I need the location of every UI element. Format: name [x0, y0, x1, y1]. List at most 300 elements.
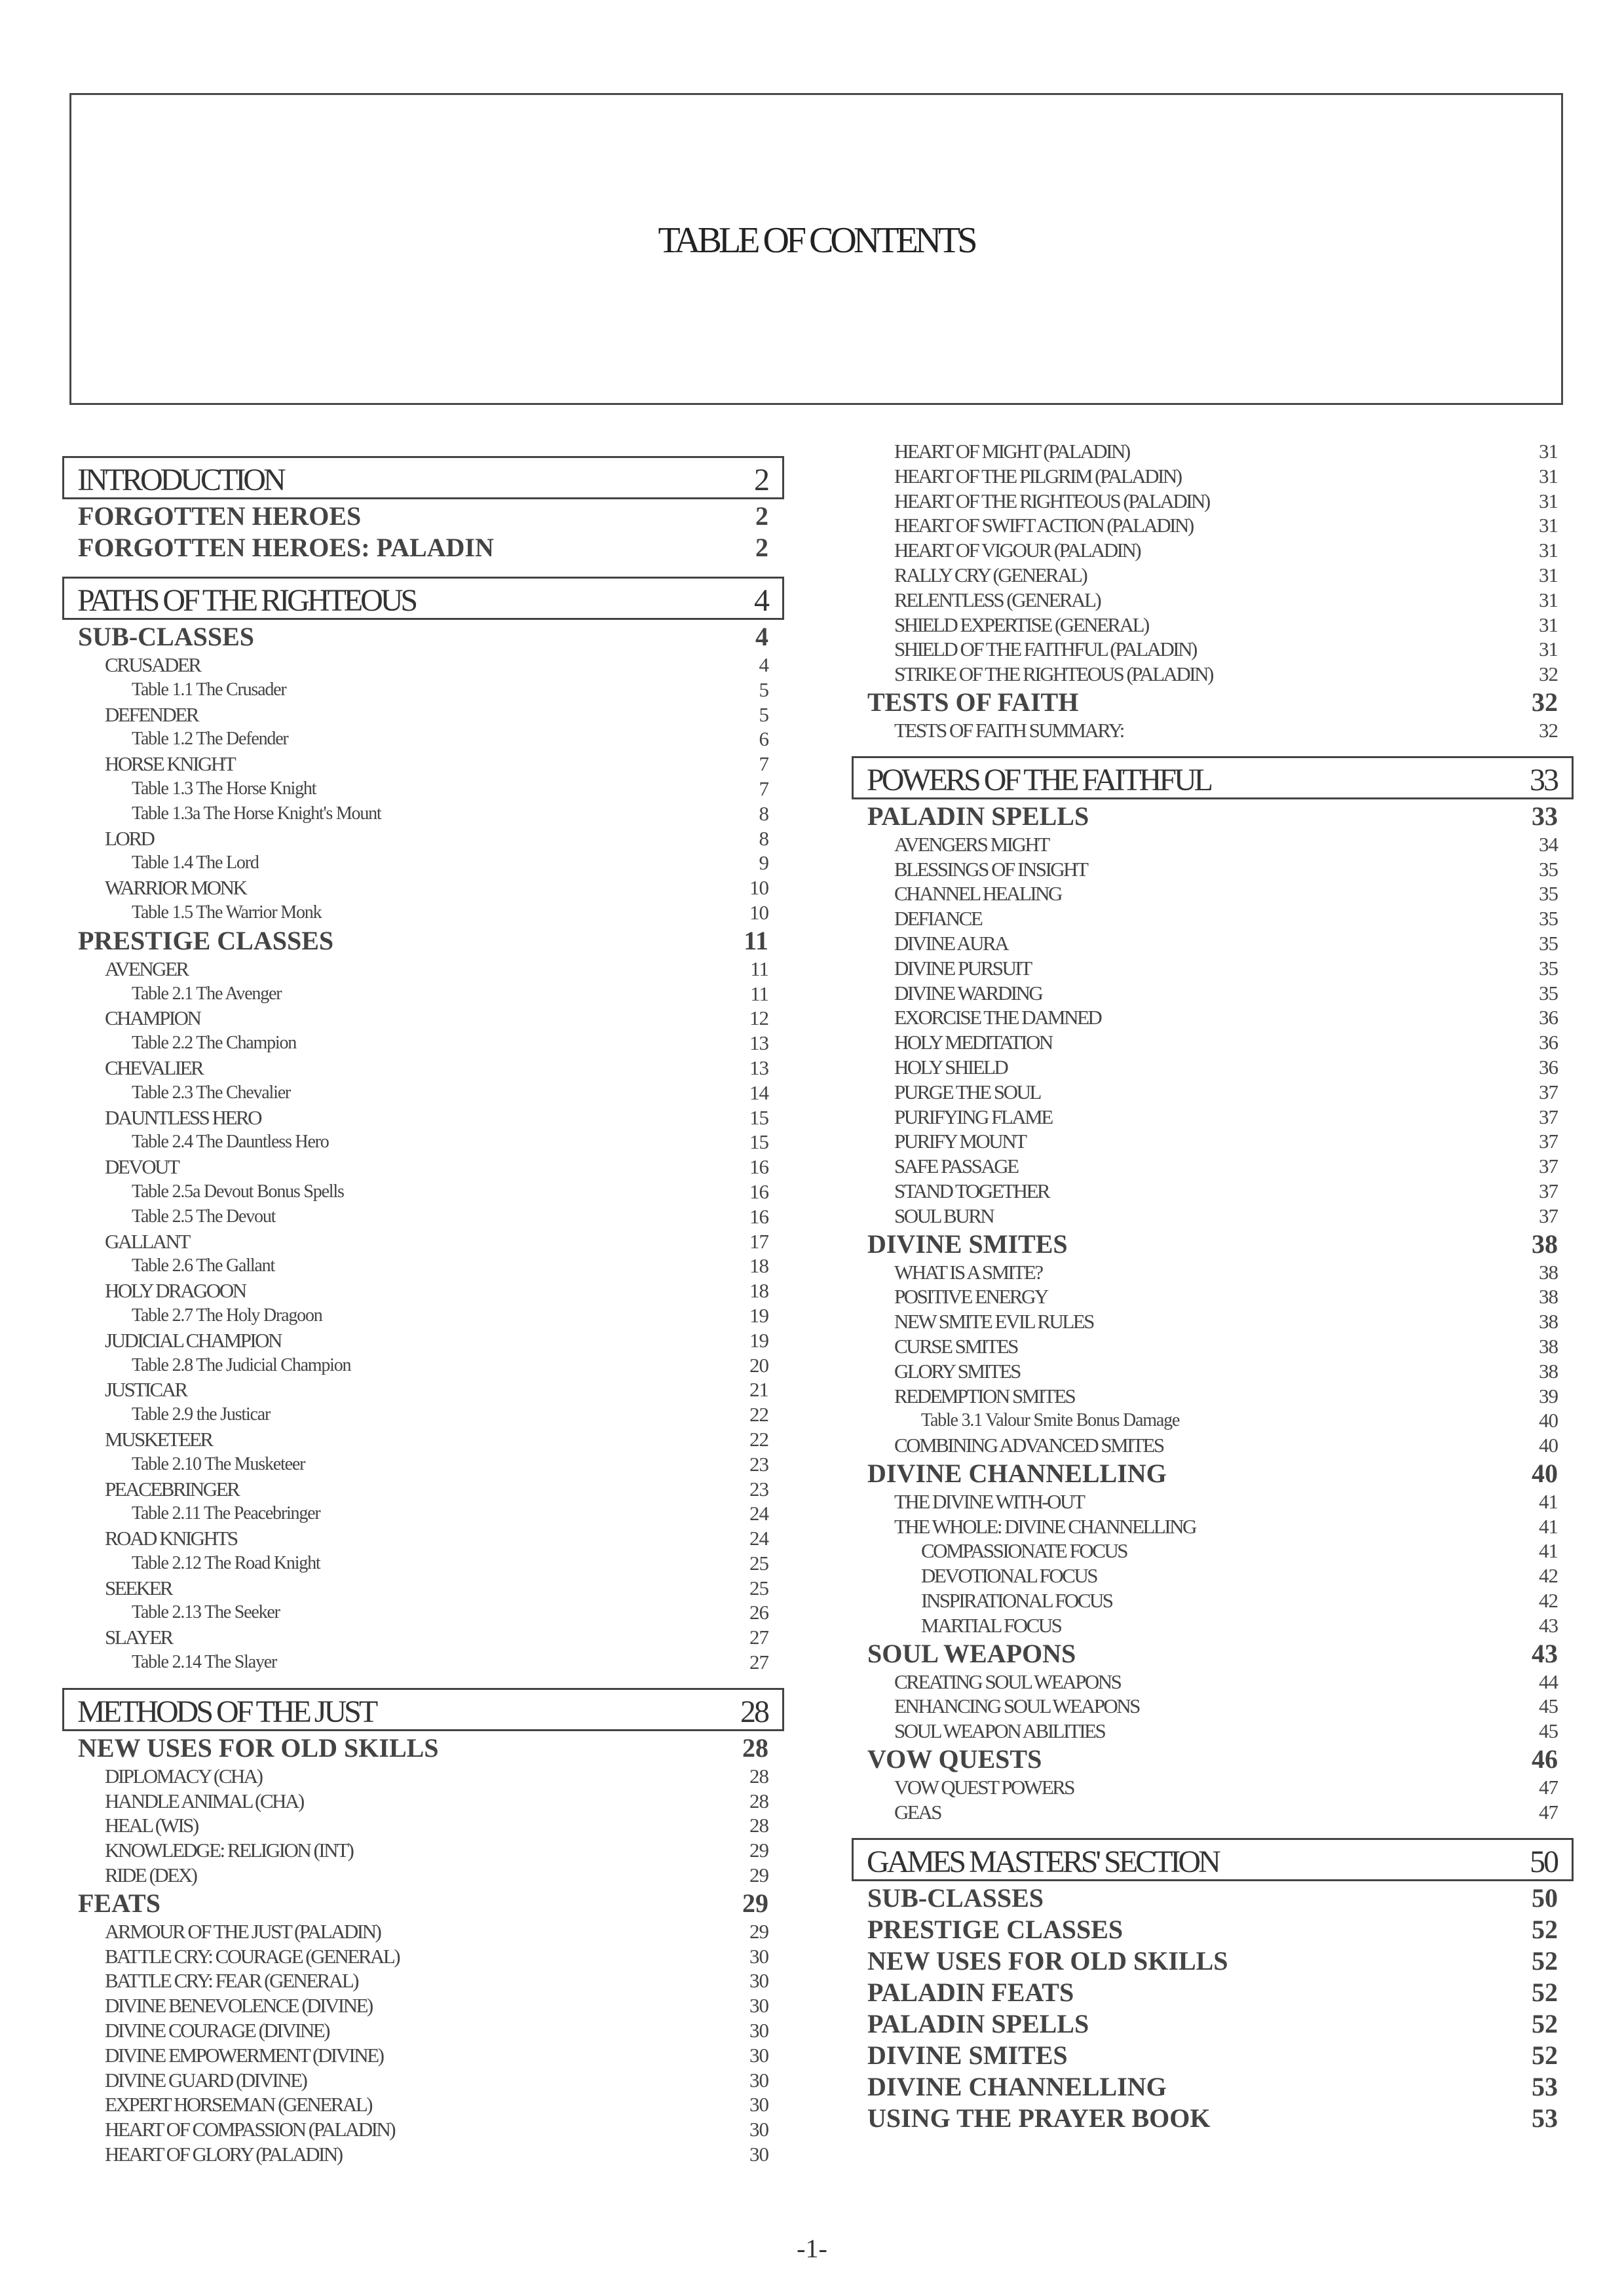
toc-section[interactable]	[62, 925, 784, 957]
toc-entry-label: DIVINE SMITES	[867, 1229, 1068, 1259]
toc-subsection[interactable]	[62, 1526, 784, 1551]
toc-entry-label: Table 1.1 The Crusader	[132, 679, 286, 700]
toc-subsection[interactable]	[852, 906, 1574, 931]
toc-entry-page: 31	[1539, 514, 1558, 537]
toc-section[interactable]	[852, 1883, 1574, 1914]
toc-subsection[interactable]	[852, 1775, 1574, 1800]
toc-entry-page: 18	[749, 1279, 768, 1303]
toc-subsection[interactable]	[62, 1838, 784, 1863]
toc-subsection[interactable]	[62, 1813, 784, 1838]
toc-entry-page: 31	[1539, 613, 1558, 636]
toc-subsection[interactable]	[852, 588, 1574, 613]
toc-entry-label: GLORY SMITES	[894, 1359, 1020, 1383]
toc-table-entry[interactable]	[852, 1408, 1574, 1433]
toc-entry-page: 11	[750, 957, 768, 980]
toc-entry-page: 22	[749, 1427, 768, 1451]
toc-chapter[interactable]	[852, 756, 1574, 799]
toc-entry-page: 9	[759, 851, 768, 875]
toc-entry-label: HEART OF MIGHT (PALADIN)	[894, 440, 1129, 463]
toc-entry-label: POSITIVE ENERGY	[894, 1285, 1048, 1309]
toc-entry-page: 30	[749, 2043, 768, 2067]
toc-subsection[interactable]	[852, 1105, 1574, 1130]
toc-entry-label: HEART OF THE RIGHTEOUS (PALADIN)	[894, 489, 1209, 512]
toc-subsection[interactable]	[62, 1576, 784, 1601]
toc-entry-page: 8	[759, 801, 768, 825]
toc-entry-page: 45	[1539, 1694, 1558, 1718]
toc-subsection[interactable]	[852, 489, 1574, 514]
toc-chapter[interactable]	[852, 1838, 1574, 1881]
toc-section[interactable]	[62, 621, 784, 653]
toc-entry-label: SOUL BURN	[894, 1204, 994, 1227]
toc-entry-label: REDEMPTION SMITES	[894, 1384, 1075, 1407]
toc-entry-page: 29	[742, 1888, 768, 1918]
toc-subsection[interactable]	[62, 702, 784, 727]
toc-entry-page: 33	[1530, 762, 1557, 797]
toc-entry-page: 14	[749, 1081, 768, 1104]
toc-section[interactable]	[852, 1914, 1574, 1945]
toc-entry-label: FORGOTTEN HEROES: PALADIN	[78, 533, 494, 562]
toc-entry-page: 32	[1539, 662, 1558, 686]
toc-entry-label: HEART OF COMPASSION (PALADIN)	[105, 2118, 395, 2141]
toc-subsection[interactable]	[852, 1284, 1574, 1309]
toc-table-entry[interactable]	[62, 1204, 784, 1229]
toc-entry-page: 5	[759, 702, 768, 726]
toc-subsection[interactable]	[852, 931, 1574, 956]
toc-subsection[interactable]	[852, 1005, 1574, 1030]
toc-entry-label: HOLY DRAGOON	[105, 1279, 246, 1303]
toc-section[interactable]	[62, 1732, 784, 1764]
toc-entry-page: 7	[759, 776, 768, 800]
toc-subsection[interactable]	[852, 1719, 1574, 1744]
toc-table-entry[interactable]	[62, 1179, 784, 1204]
toc-entry-label: Table 2.1 The Avenger	[132, 983, 282, 1004]
toc-entry-label: PATHS OF THE RIGHTEOUS	[77, 583, 416, 618]
toc-subsection[interactable]	[62, 1993, 784, 2018]
toc-entry-label: SHIELD EXPERTISE (GENERAL)	[894, 613, 1148, 636]
toc-subsection[interactable]	[852, 563, 1574, 588]
toc-subsection[interactable]	[852, 1154, 1574, 1179]
toc-entry-page: 36	[1539, 1031, 1558, 1054]
toc-section[interactable]	[852, 1458, 1574, 1489]
toc-entry-page: 37	[1539, 1155, 1558, 1178]
toc-entry-page: 4	[755, 622, 768, 651]
toc-entry-label: Table 2.5a Devout Bonus Spells	[132, 1181, 344, 1202]
toc-entry-page: 30	[749, 2068, 768, 2092]
toc-section[interactable]	[852, 1744, 1574, 1775]
toc-table-entry[interactable]	[62, 1130, 784, 1155]
toc-entry-label: Table 2.13 The Seeker	[132, 1602, 280, 1623]
toc-entry-label: GEAS	[894, 1800, 941, 1824]
toc-entry-page: 38	[1539, 1359, 1558, 1383]
toc-subsection[interactable]	[62, 2068, 784, 2093]
toc-entry-page: 36	[1539, 1006, 1558, 1029]
toc-entry-label: CREATING SOUL WEAPONS	[894, 1670, 1121, 1693]
toc-subsection[interactable]	[62, 1229, 784, 1254]
toc-entry-page: 35	[1539, 956, 1558, 980]
toc-subsection[interactable]	[62, 2092, 784, 2117]
toc-entry-page: 30	[749, 2118, 768, 2141]
toc-chapter[interactable]	[62, 456, 784, 499]
toc-entry-label: Table 2.10 The Musketeer	[132, 1453, 305, 1474]
toc-table-entry[interactable]	[62, 900, 784, 925]
toc-entry-page: 35	[1539, 857, 1558, 881]
toc-table-entry[interactable]	[62, 1452, 784, 1477]
toc-entry-page: 29	[749, 1864, 768, 1887]
toc-section[interactable]	[852, 1945, 1574, 1977]
toc-entry-label: Table 1.4 The Lord	[132, 852, 259, 873]
toc-entry-label: Table 2.6 The Gallant	[132, 1255, 275, 1276]
toc-entry-page: 38	[1539, 1334, 1558, 1358]
toc-entry-page: 16	[749, 1155, 768, 1179]
toc-entry-label: PRESTIGE CLASSES	[867, 1914, 1124, 1944]
toc-subsection[interactable]	[62, 1056, 784, 1081]
toc-entry-label: SEEKER	[105, 1576, 172, 1599]
toc-entry-page: 16	[749, 1204, 768, 1228]
toc-entry-label: SUB-CLASSES	[867, 1883, 1044, 1913]
toc-table-entry[interactable]	[62, 1353, 784, 1378]
toc-entry-label: Table 2.8 The Judicial Champion	[132, 1354, 351, 1375]
toc-subsection[interactable]	[62, 2043, 784, 2068]
toc-entry-page: 41	[1539, 1514, 1558, 1538]
toc-entry-page: 32	[1532, 687, 1558, 717]
toc-subsection[interactable]	[852, 1800, 1574, 1825]
toc-table-entry[interactable]	[62, 1031, 784, 1056]
toc-entry-page: 25	[749, 1551, 768, 1575]
toc-entry-label: CHAMPION	[105, 1006, 200, 1030]
toc-entry-label: PURGE THE SOUL	[894, 1080, 1040, 1103]
toc-entry-label: MUSKETEER	[105, 1427, 212, 1451]
toc-entry-page: 32	[1539, 718, 1558, 742]
toc-entry-label: GAMES MASTERS' SECTION	[867, 1844, 1218, 1879]
toc-entry-page: 2	[755, 533, 768, 562]
toc-entry-page: 17	[749, 1229, 768, 1253]
toc-entry-label: DAUNTLESS HERO	[105, 1105, 261, 1129]
toc-subsection[interactable]	[852, 1359, 1574, 1384]
toc-entry-page: 37	[1539, 1204, 1558, 1227]
toc-entry-page: 29	[749, 1839, 768, 1862]
toc-subsection[interactable]	[852, 439, 1574, 464]
toc-section[interactable]	[62, 501, 784, 532]
toc-entry-page: 31	[1539, 440, 1558, 463]
toc-subsection[interactable]	[852, 1694, 1574, 1719]
toc-entry-page: 29	[749, 1919, 768, 1943]
toc-entry-page: 23	[749, 1452, 768, 1476]
toc-entry-label: SAFE PASSAGE	[894, 1155, 1018, 1178]
toc-table-entry[interactable]	[62, 1600, 784, 1625]
toc-entry-label: RELENTLESS (GENERAL)	[894, 588, 1101, 611]
toc-section[interactable]	[852, 2008, 1574, 2040]
toc-entry-label: TESTS OF FAITH	[867, 687, 1079, 717]
toc-subsubsection[interactable]	[852, 1539, 1574, 1563]
toc-entry-label: BATTLE CRY: COURAGE (GENERAL)	[105, 1944, 400, 1968]
toc-entry-label: STRIKE OF THE RIGHTEOUS (PALADIN)	[894, 662, 1213, 686]
toc-entry-page: 35	[1539, 931, 1558, 955]
toc-entry-page: 37	[1539, 1130, 1558, 1153]
toc-entry-label: JUDICIAL CHAMPION	[105, 1328, 281, 1352]
toc-entry-page: 52	[1532, 2008, 1558, 2038]
toc-subsection[interactable]	[62, 2018, 784, 2043]
toc-entry-page: 5	[759, 678, 768, 701]
toc-entry-page: 30	[749, 1969, 768, 1993]
toc-table-entry[interactable]	[62, 1650, 784, 1675]
toc-entry-page: 40	[1539, 1434, 1558, 1457]
toc-subsection[interactable]	[62, 1328, 784, 1353]
toc-table-entry[interactable]	[62, 1501, 784, 1526]
toc-subsection[interactable]	[62, 1105, 784, 1130]
toc-chapter[interactable]	[62, 577, 784, 620]
toc-entry-label: INSPIRATIONAL FOCUS	[921, 1589, 1112, 1613]
toc-subsection[interactable]	[852, 1030, 1574, 1055]
toc-entry-label: Table 1.2 The Defender	[132, 729, 288, 750]
toc-entry-label: FORGOTTEN HEROES	[78, 501, 362, 531]
toc-entry-label: ROAD KNIGHTS	[105, 1527, 237, 1550]
toc-subsection[interactable]	[62, 1764, 784, 1789]
toc-subsection[interactable]	[62, 957, 784, 982]
toc-entry-label: Table 1.5 The Warrior Monk	[132, 902, 322, 923]
toc-entry-label: AVENGER	[105, 957, 188, 980]
toc-entry-label: HOLY MEDITATION	[894, 1031, 1052, 1054]
toc-subsubsection[interactable]	[852, 1588, 1574, 1613]
toc-entry-page: 31	[1539, 489, 1558, 512]
toc-subsection[interactable]	[62, 1944, 784, 1969]
toc-subsubsection[interactable]	[852, 1613, 1574, 1638]
toc-entry-page: 24	[749, 1527, 768, 1550]
toc-subsection[interactable]	[62, 1789, 784, 1814]
toc-entry-label: DEFIANCE	[894, 907, 982, 930]
toc-subsection[interactable]	[852, 956, 1574, 981]
toc-entry-label: LORD	[105, 826, 154, 850]
toc-entry-page: 52	[1532, 2040, 1558, 2070]
toc-section[interactable]	[852, 2071, 1574, 2103]
toc-entry-label: GALLANT	[105, 1229, 189, 1253]
toc-subsection[interactable]	[852, 538, 1574, 563]
toc-entry-page: 31	[1539, 588, 1558, 611]
toc-entry-label: HANDLE ANIMAL (CHA)	[105, 1789, 303, 1812]
toc-entry-label: EXORCISE THE DAMNED	[894, 1006, 1101, 1029]
toc-subsection[interactable]	[62, 1155, 784, 1179]
toc-subsubsection[interactable]	[852, 1563, 1574, 1588]
toc-subsection[interactable]	[852, 718, 1574, 743]
toc-entry-page: 10	[749, 900, 768, 924]
toc-entry-page: 30	[749, 1994, 768, 2018]
toc-entry-page: 52	[1532, 1945, 1558, 1976]
toc-entry-label: HEART OF VIGOUR (PALADIN)	[894, 539, 1141, 562]
toc-entry-label: SOUL WEAPONS	[867, 1638, 1076, 1668]
toc-entry-page: 25	[749, 1576, 768, 1599]
toc-entry-page: 43	[1539, 1613, 1558, 1637]
toc-entry-label: RIDE (DEX)	[105, 1864, 197, 1887]
toc-subsection[interactable]	[852, 464, 1574, 489]
toc-subsection[interactable]	[852, 881, 1574, 906]
toc-entry-page: 45	[1539, 1719, 1558, 1743]
toc-entry-label: WHAT IS A SMITE?	[894, 1260, 1042, 1284]
toc-section[interactable]	[852, 1977, 1574, 2008]
toc-table-entry[interactable]	[62, 1551, 784, 1576]
toc-entry-label: JUSTICAR	[105, 1378, 187, 1402]
toc-entry-page: 31	[1539, 563, 1558, 586]
toc-entry-label: ENHANCING SOUL WEAPONS	[894, 1694, 1139, 1718]
toc-entry-page: 31	[1539, 638, 1558, 661]
toc-entry-label: COMBINING ADVANCED SMITES	[894, 1434, 1163, 1457]
toc-entry-label: WARRIOR MONK	[105, 876, 246, 900]
toc-entry-label: PURIFYING FLAME	[894, 1105, 1052, 1128]
toc-table-entry[interactable]	[62, 1303, 784, 1328]
toc-section[interactable]	[852, 687, 1574, 718]
toc-section[interactable]	[62, 1888, 784, 1919]
toc-entry-label: Table 2.14 The Slayer	[132, 1652, 277, 1673]
toc-entry-page: 53	[1532, 2103, 1558, 2133]
toc-subsection[interactable]	[852, 1334, 1574, 1359]
toc-entry-page: 13	[749, 1031, 768, 1055]
toc-section[interactable]	[852, 1638, 1574, 1670]
toc-subsection[interactable]	[852, 1384, 1574, 1409]
toc-subsection[interactable]	[62, 2142, 784, 2167]
toc-table-entry[interactable]	[62, 678, 784, 702]
toc-entry-page: 40	[1539, 1409, 1558, 1432]
toc-table-entry[interactable]	[62, 776, 784, 801]
toc-entry-label: CHANNEL HEALING	[894, 882, 1061, 906]
toc-entry-label: HEAL (WIS)	[105, 1814, 198, 1837]
title-box	[69, 93, 1563, 405]
toc-entry-label: Table 1.3 The Horse Knight	[132, 778, 316, 799]
toc-entry-label: CHEVALIER	[105, 1056, 203, 1079]
toc-entry-label: INTRODUCTION	[77, 463, 284, 497]
toc-entry-page: 2	[754, 463, 768, 497]
toc-entry-label: DEFENDER	[105, 702, 198, 726]
toc-table-entry[interactable]	[62, 1081, 784, 1105]
toc-subsection[interactable]	[62, 875, 784, 900]
toc-entry-label: Table 2.9 the Justicar	[132, 1404, 271, 1425]
toc-entry-label: Table 2.4 The Dauntless Hero	[132, 1132, 329, 1153]
toc-entry-page: 28	[749, 1764, 768, 1788]
toc-entry-page: 35	[1539, 981, 1558, 1004]
toc-subsection[interactable]	[852, 1204, 1574, 1229]
toc-entry-page: 37	[1539, 1179, 1558, 1202]
toc-entry-page: 43	[1532, 1638, 1558, 1668]
toc-subsection[interactable]	[62, 1863, 784, 1888]
toc-subsection[interactable]	[852, 662, 1574, 687]
toc-entry-label: NEW SMITE EVIL RULES	[894, 1310, 1093, 1333]
toc-section[interactable]	[852, 2040, 1574, 2071]
toc-section[interactable]	[852, 1229, 1574, 1260]
toc-entry-page: 15	[749, 1105, 768, 1129]
toc-subsection[interactable]	[62, 2117, 784, 2142]
toc-entry-page: 41	[1539, 1489, 1558, 1513]
toc-subsection[interactable]	[852, 832, 1574, 857]
toc-left-column	[62, 439, 784, 2167]
toc-subsection[interactable]	[852, 1055, 1574, 1080]
toc-chapter[interactable]	[62, 1688, 784, 1731]
toc-entry-label: PALADIN SPELLS	[867, 2008, 1089, 2038]
toc-subsection[interactable]	[62, 1919, 784, 1944]
toc-subsection[interactable]	[62, 1278, 784, 1303]
toc-entry-label: FEATS	[78, 1888, 161, 1918]
toc-entry-label: HEART OF GLORY (PALADIN)	[105, 2143, 342, 2166]
toc-entry-page: 38	[1539, 1260, 1558, 1284]
toc-entry-page: 39	[1539, 1384, 1558, 1407]
toc-subsection[interactable]	[852, 1433, 1574, 1458]
toc-subsection[interactable]	[852, 981, 1574, 1006]
toc-entry-label: NEW USES FOR OLD SKILLS	[78, 1732, 439, 1763]
toc-subsection[interactable]	[62, 1377, 784, 1402]
toc-section[interactable]	[852, 801, 1574, 832]
toc-subsection[interactable]	[62, 826, 784, 851]
toc-table-entry[interactable]	[62, 727, 784, 752]
toc-entry-page: 28	[740, 1694, 768, 1729]
toc-entry-page: 31	[1539, 464, 1558, 488]
toc-entry-page: 12	[749, 1006, 768, 1030]
toc-entry-label: USING THE PRAYER BOOK	[867, 2103, 1211, 2133]
toc-subsection[interactable]	[852, 1514, 1574, 1539]
toc-entry-page: 30	[749, 1944, 768, 1968]
toc-subsection[interactable]	[852, 1080, 1574, 1105]
toc-subsection[interactable]	[62, 1477, 784, 1502]
toc-entry-label: PURIFY MOUNT	[894, 1130, 1026, 1153]
toc-entry-label: NEW USES FOR OLD SKILLS	[867, 1945, 1228, 1976]
toc-entry-page: 37	[1539, 1105, 1558, 1128]
toc-subsection[interactable]	[62, 653, 784, 678]
toc-entry-label: DIVINE WARDING	[894, 981, 1042, 1004]
toc-table-entry[interactable]	[62, 1253, 784, 1278]
toc-subsection[interactable]	[852, 637, 1574, 662]
toc-subsection[interactable]	[852, 1129, 1574, 1154]
toc-entry-page: 27	[749, 1651, 768, 1674]
toc-table-entry[interactable]	[62, 1402, 784, 1427]
toc-subsection[interactable]	[62, 752, 784, 776]
toc-subsection[interactable]	[852, 513, 1574, 538]
toc-entry-page: 22	[749, 1403, 768, 1426]
toc-entry-label: DIVINE SMITES	[867, 2040, 1068, 2070]
toc-entry-page: 20	[749, 1353, 768, 1377]
page-number: -1-	[797, 2234, 827, 2263]
toc-subsection[interactable]	[852, 1670, 1574, 1694]
toc-section[interactable]	[62, 532, 784, 564]
toc-subsection[interactable]	[852, 1179, 1574, 1204]
toc-entry-page: 47	[1539, 1776, 1558, 1799]
toc-entry-label: VOW QUEST POWERS	[894, 1776, 1074, 1799]
toc-subsection[interactable]	[852, 1309, 1574, 1334]
toc-subsection[interactable]	[62, 1427, 784, 1452]
toc-entry-label: Table 2.11 The Peacebringer	[132, 1503, 320, 1524]
toc-entry-page: 11	[750, 982, 768, 1005]
toc-subsection[interactable]	[62, 1625, 784, 1650]
toc-entry-label: MARTIAL FOCUS	[921, 1613, 1061, 1637]
toc-entry-label: EXPERT HORSEMAN (GENERAL)	[105, 2093, 371, 2116]
toc-entry-page: 8	[759, 826, 768, 850]
toc-table-entry[interactable]	[62, 851, 784, 875]
toc-section[interactable]	[852, 2103, 1574, 2134]
toc-subsection[interactable]	[852, 1260, 1574, 1285]
toc-entry-page: 44	[1539, 1670, 1558, 1693]
toc-entry-page: 35	[1539, 907, 1558, 930]
toc-entry-page: 30	[749, 2019, 768, 2042]
toc-subsection[interactable]	[852, 1489, 1574, 1514]
toc-table-entry[interactable]	[62, 801, 784, 826]
toc-entry-label: DIVINE GUARD (DIVINE)	[105, 2068, 307, 2092]
toc-entry-label: VOW QUESTS	[867, 1744, 1042, 1774]
toc-entry-page: 42	[1539, 1589, 1558, 1613]
toc-entry-page: 6	[759, 727, 768, 751]
toc-subsection[interactable]	[852, 857, 1574, 882]
toc-entry-page: 35	[1539, 882, 1558, 906]
toc-subsection[interactable]	[62, 1006, 784, 1031]
toc-entry-page: 7	[759, 752, 768, 776]
toc-entry-page: 37	[1539, 1080, 1558, 1103]
toc-entry-label: DIPLOMACY (CHA)	[105, 1764, 262, 1788]
toc-subsection[interactable]	[852, 613, 1574, 638]
toc-subsection[interactable]	[62, 1968, 784, 1993]
toc-table-entry[interactable]	[62, 982, 784, 1006]
